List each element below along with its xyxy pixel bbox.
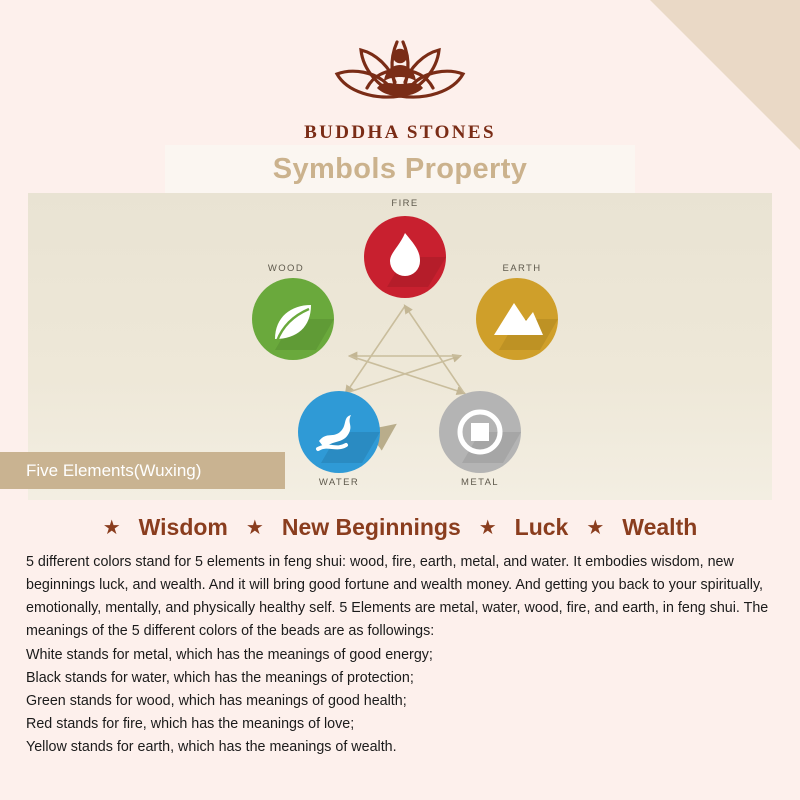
description-text xyxy=(0,541,800,759)
element-label-water: WATER xyxy=(318,477,360,488)
element-label-metal: METAL xyxy=(461,477,499,488)
brand-logo xyxy=(0,18,800,144)
element-node-metal xyxy=(439,391,521,473)
element-node-wood xyxy=(252,278,334,360)
keyword-new-beginnings: New Beginnings xyxy=(281,514,461,540)
keyword-wisdom: Wisdom xyxy=(138,514,228,540)
description-section xyxy=(0,500,800,800)
description-paragraph: 5 different colors stand for 5 elements in feng shui: wood, fire, earth, metal, and water. It embodies wisdom, new beginnings luck, and wealth. And it will bring good fortune and wealth money. And getting you back to your spiritually, emotionally, mentally, and physically healthy self. 5 Elements are metal, water, wood, fire, and earth, in feng shui. The meanings of the 5 different colors of the beads are as followings: xyxy=(26,554,769,640)
lotus-meditation-icon xyxy=(305,18,495,118)
element-node-earth xyxy=(476,278,558,360)
keyword-luck: Luck xyxy=(514,514,569,540)
meaning-line-earth: Yellow stands for earth, which has the meanings of wealth. xyxy=(26,739,397,756)
element-node-fire xyxy=(364,216,446,298)
meaning-line-fire: Red stands for fire, which has the meanings of love; xyxy=(26,716,355,733)
star-icon: ★ xyxy=(586,516,605,539)
star-icon: ★ xyxy=(478,516,497,539)
meaning-line-wood: Green stands for wood, which has meanings of good health; xyxy=(26,692,407,709)
page-title: Symbols Property xyxy=(272,152,528,185)
five-elements-ribbon xyxy=(0,452,285,489)
element-label-wood: WOOD xyxy=(267,263,305,274)
ribbon-label: Five Elements(Wuxing) xyxy=(26,460,202,480)
star-icon: ★ xyxy=(245,516,264,539)
star-icon: ★ xyxy=(102,516,121,539)
meaning-line-water: Black stands for water, which has the meanings of protection; xyxy=(26,669,414,686)
element-label-fire: FIRE xyxy=(391,198,419,209)
meaning-line-metal: White stands for metal, which has the meanings of good energy; xyxy=(26,646,433,663)
title-band xyxy=(165,145,635,193)
keyword-row xyxy=(0,500,800,541)
keyword-wealth: Wealth xyxy=(622,514,698,540)
element-node-water xyxy=(298,391,380,473)
element-label-earth: EARTH xyxy=(502,263,542,274)
brand-name: BUDDHA STONES xyxy=(304,122,496,143)
